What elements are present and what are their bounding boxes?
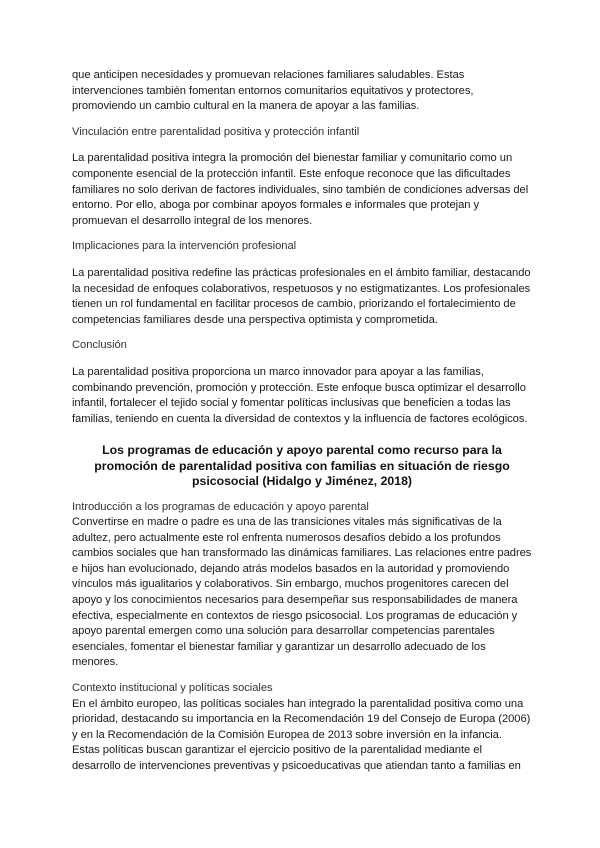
document-body [72, 68, 532, 775]
paragraph-conclusion: La parentalidad positiva proporciona un marco innovador para apoyar a las familias, combinando prevención, promoción y protección. Este enfoque busca optimizar el desarrollo infantil, fortalecer el tejido social y fomentar políticas inclusivas que beneficien a todas las familias, teniendo en cuenta la diversidad de contextos y la influencia de factores ecológicos. [72, 365, 528, 425]
paragraph-intro-continuation: que anticipen necesidades y promuevan relaciones familiares saludables. Estas intervenciones también fomentan entornos comunitarios equitativos y protectores, promoviendo un cambio cultural en la manera de apoyar a las familias. [72, 69, 474, 113]
paragraph-programs-intro: Convertirse en madre o padre es una de las transiciones vitales más significativas de la adultez, pero actualmente este rol enfrenta numerosos desafíos debido a los profundos cambios sociales que han transformado las dinámicas familiares. Las relaciones entre padres e hijos han evolucionado, dejando atrás modelos basados en la autoridad y promoviendo vínculos más igualitarios y colaborativos. Sin embargo, muchos progenitores carecen del apoyo y los conocimientos necesarios para desempeñar sus responsabilidades de manera efectiva, especialmente en contextos de riesgo psicosocial. Los programas de educación y apoyo parental emergen como una solución para desarrollar competencias parentales esenciales, fomentar el bienestar familiar y garantizar un desarrollo adecuado de los menores. [72, 516, 532, 669]
paragraph-institutional-context: En el ámbito europeo, las políticas sociales han integrado la parentalidad positiva como una prioridad, destacando su importancia en la Recomendación 19 del Consejo de Europa (2006) y en la Recomendación de la Comisión Europea de 2013 sobre inversión en la infancia. Estas políticas buscan garantizar el ejercicio positivo de la parentalidad mediante el desarrollo de intervenciones preventivas y psicoeducativas que atiendan tanto a familias en [72, 697, 531, 772]
section-heading-conclusion: Conclusión [72, 339, 127, 352]
section-heading-child-protection: Vinculación entre parentalidad positiva y protección infantil [72, 125, 360, 138]
paragraph-professional-intervention: La parentalidad positiva redefine las prácticas profesionales en el ámbito familiar, destacando la necesidad de enfoques colaborativos, respetuosos y no estigmatizantes. Los profesionales tienen un rol fundamental en facilitar procesos de cambio, priorizando el fortalecimiento de competencias familiares desde una perspectiva optimista y comprometida. [72, 266, 531, 326]
document-title: Los programas de educación y apoyo parental como recurso para la promoción de parentalidad positiva con familias en situación de riesgo psicosocial (Hidalgo y Jiménez, 2018) [94, 443, 510, 489]
section-heading-institutional-context: Contexto institucional y políticas sociales [72, 682, 273, 695]
section-heading-professional-intervention: Implicaciones para la intervención profesional [72, 240, 297, 253]
section-heading-programs-intro: Introducción a los programas de educación y apoyo parental [72, 500, 369, 513]
paragraph-child-protection: La parentalidad positiva integra la promoción del bienestar familiar y comunitario como un componente esencial de la protección infantil. Este enfoque reconoce que las dificultades familiares no solo derivan de factores individuales, sino también de condiciones adversas del entorno. Por ello, aboga por combinar apoyos formales e informales que protejan y promuevan el desarrollo integral de los menores. [72, 152, 529, 227]
